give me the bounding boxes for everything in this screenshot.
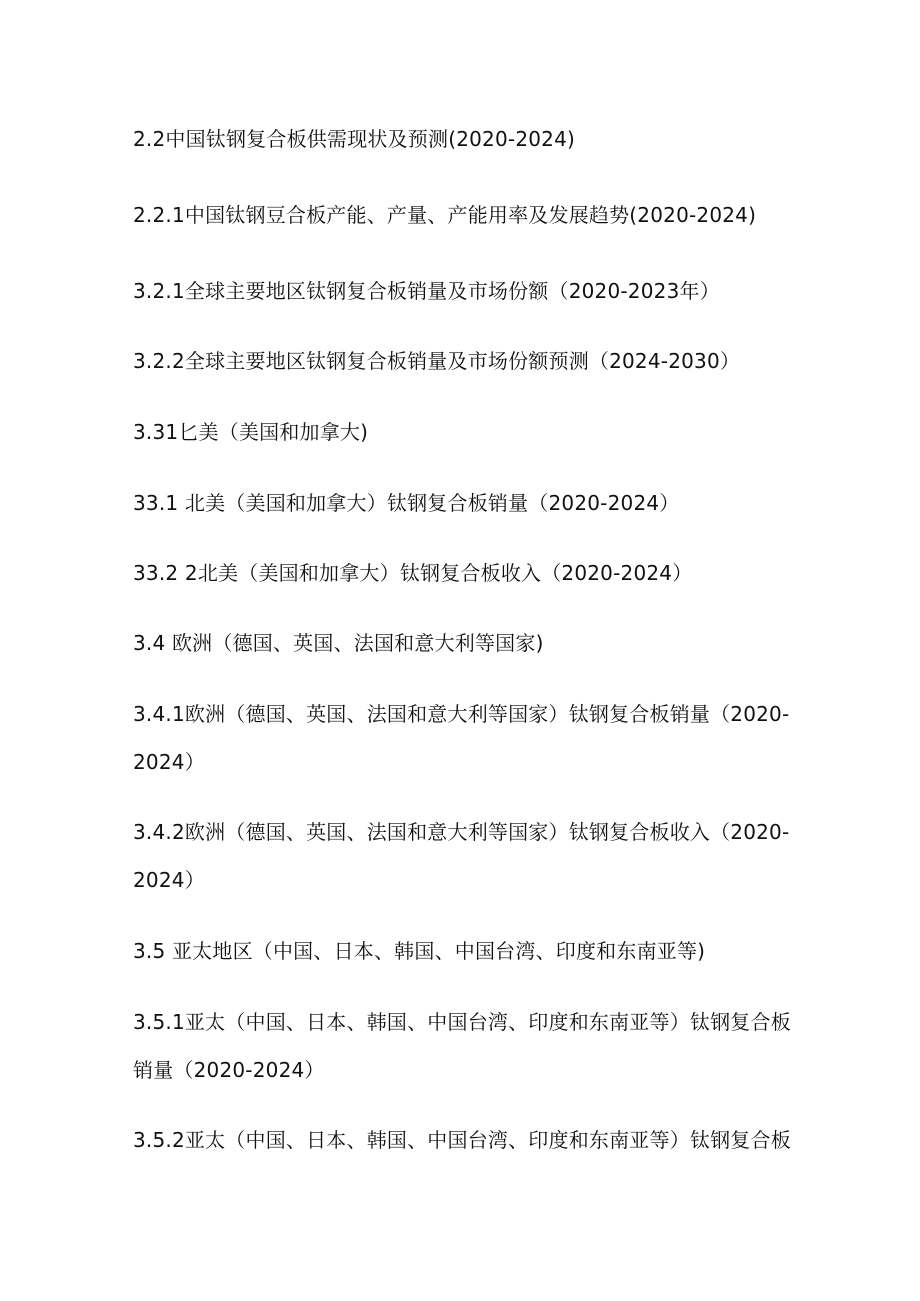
toc-line: 3.4 欧洲（德国、英国、法国和意大利等国家) [133, 631, 544, 655]
toc-line: 3.31匕美（美国和加拿大) [133, 420, 369, 444]
toc-line: 2.2.1中国钛钢豆合板产能、产量、产能用率及发展趋势(2020-2024) [133, 203, 757, 227]
toc-line: 3.4.1欧洲（德国、英国、法国和意大利等国家）钛钢复合板销量（2020-2024） [133, 702, 790, 774]
toc-line: 3.2.2全球主要地区钛钢复合板销量及市场份额预测（2024-2030） [133, 349, 741, 373]
toc-line: 3.5.1亚太（中国、日本、韩国、中国台湾、印度和东南亚等）钛钢复合板销量（2020-2024） [133, 1010, 791, 1082]
toc-line: 3.2.1全球主要地区钛钢复合板销量及市场份额（2020-2023年） [133, 279, 720, 303]
toc-line: 3.4.2欧洲（德国、英国、法国和意大利等国家）钛钢复合板收入（2020-2024） [133, 820, 790, 892]
toc-line: 3.5.2亚太（中国、日本、韩国、中国台湾、印度和东南亚等）钛钢复合板 [133, 1128, 791, 1152]
toc-line: 2.2中国钛钢复合板供需现状及预测(2020-2024) [133, 127, 576, 151]
toc-line: 33.1 北美（美国和加拿大）钛钢复合板销量（2020-2024） [133, 491, 680, 515]
toc-line: 33.2 2北美（美国和加拿大）钛钢复合板收入（2020-2024） [133, 561, 693, 585]
toc-line: 3.5 亚太地区（中国、日本、韩国、中国台湾、印度和东南亚等) [133, 939, 706, 963]
